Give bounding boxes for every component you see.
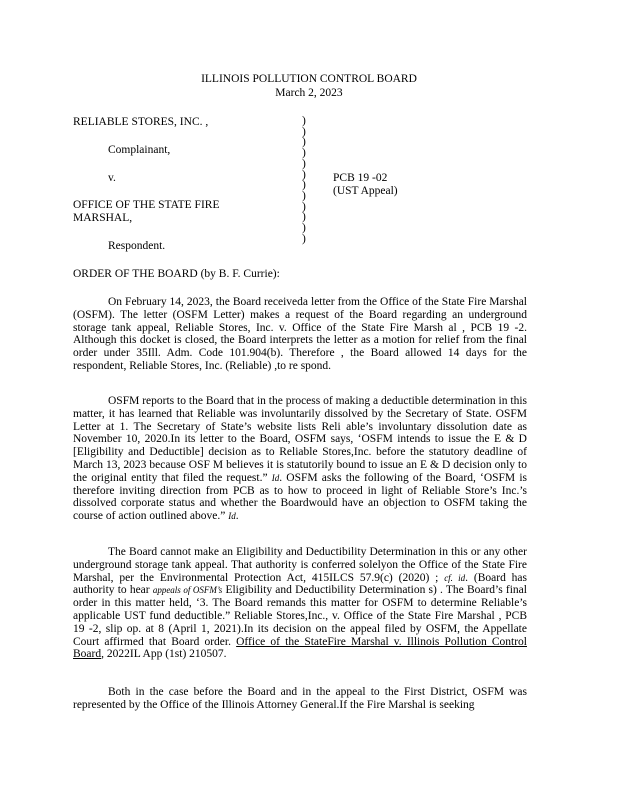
case-citation: Office of the StateFire Marshal v. Illinois Pollution Control Board xyxy=(73,635,527,661)
paragraph-3-text-c: Eligibility and Deductibility Determination s) . The Board’s final order in this matter held, ‘3. The Board remands this matter for OSFM to determine Reliable’s applicable UST fund deductible.” Reliable Stores,Inc., v. Office of the State Fire Marshal , PCB 19 -2, slip op. at 8 (April 1, 2021).In its decision on the appeal filed by OSFM, the Appellate Court affirmed that Board order. xyxy=(73,584,527,648)
paragraph-1 xyxy=(73,296,527,373)
board-title: ILLINOIS POLLUTION CONTROL BOARD xyxy=(201,73,417,85)
petitioner-name: RELIABLE STORES, INC. , xyxy=(73,116,209,128)
paragraph-3-text-d: , 2022IL App (1st) 210507. xyxy=(101,648,227,661)
paragraph-4-text: Both in the case before the Board and in the appeal to the First District, OSFM was represented by the Office of the Illinois Attorney General.If the Fire Marshal is seeking xyxy=(73,686,527,711)
paragraph-3 xyxy=(73,546,527,661)
paragraph-3-text-a: The Board cannot make an Eligibility and Deductibility Determination in this or any other underground storage tank appeal. That authority is conferred solelyon the Office of the State Fire Marshal, per the Environmental Protection Act, 415ILCS 57.9(c) (2020) ; xyxy=(73,546,527,584)
order-date: March 2, 2023 xyxy=(275,87,343,99)
paragraph-2 xyxy=(73,395,527,523)
case-number: PCB 19 -02 xyxy=(333,172,388,184)
versus-label: v. xyxy=(108,172,116,184)
paragraph-2-text-b: . OSFM asks the following of the Board, ‘OSFM is therefore inviting direction from PCB as to how to proceed in light of Reliable Store’s Inc.’s dissolved corporate status and whether the Boardwould have an objection to OSFM taking the course of action outlined above.” xyxy=(73,471,527,523)
cf-id-citation: cf. id xyxy=(444,572,466,583)
appeals-phrase: appeals of OSFM’s xyxy=(152,585,223,596)
paragraph-3-text-b: . (Board has authority to hear xyxy=(73,571,528,597)
id-citation: Id xyxy=(228,511,236,522)
respondent-role: Respondent. xyxy=(108,240,166,252)
id-citation: Id xyxy=(271,472,280,483)
respondent-name-line2: MARSHAL, xyxy=(73,212,133,224)
paragraph-4 xyxy=(73,686,527,712)
case-type: (UST Appeal) xyxy=(333,185,398,197)
caption-parentheses: ) ) ) ) ) ) ) ) ) ) ) ) xyxy=(302,115,306,245)
paragraph-1-text: On February 14, 2023, the Board receiveda letter from the Office of the State Fire Marshal (OSFM). The letter (OSFM Letter) makes a request of the Board regarding an underground storage tank appeal, Reliable Stores, Inc. v. Office of the State Fire Marsh al , PCB 19 -2. Although this docket is closed, the Board interprets the letter as a motion for relief from the final order under 35Ill. Adm. Code 101.904(b). Therefore , the Board allowed 14 days for the respondent, Reliable Stores, Inc. (Reliable) ,to re spond. xyxy=(73,296,527,372)
paragraph-2-text-a: OSFM reports to the Board that in the process of making a deductible determination in this matter, it has learned that Reliable was involuntarily dissolved by the Secretary of State. OSFM Letter at 1. The Secretary of State’s website lists Reli able’s involuntary dissolution date as November 10, 2020.In its letter to the Board, OSFM says, ‘OSFM intends to issue the E & D [Eligibility and Deductible] decision as to Reliable Stores,Inc. before the statutory deadline of March 13, 2023 because OSF M believes it is statutorily bound to issue an E & D decision only to the original entity that filed the request.” xyxy=(73,395,527,484)
paragraph-2-text-c: . xyxy=(235,510,239,523)
respondent-name-line1: OFFICE OF THE STATE FIRE xyxy=(73,199,220,211)
order-heading: ORDER OF THE BOARD (by B. F. Currie): xyxy=(73,268,280,280)
petitioner-role: Complainant, xyxy=(108,144,171,156)
